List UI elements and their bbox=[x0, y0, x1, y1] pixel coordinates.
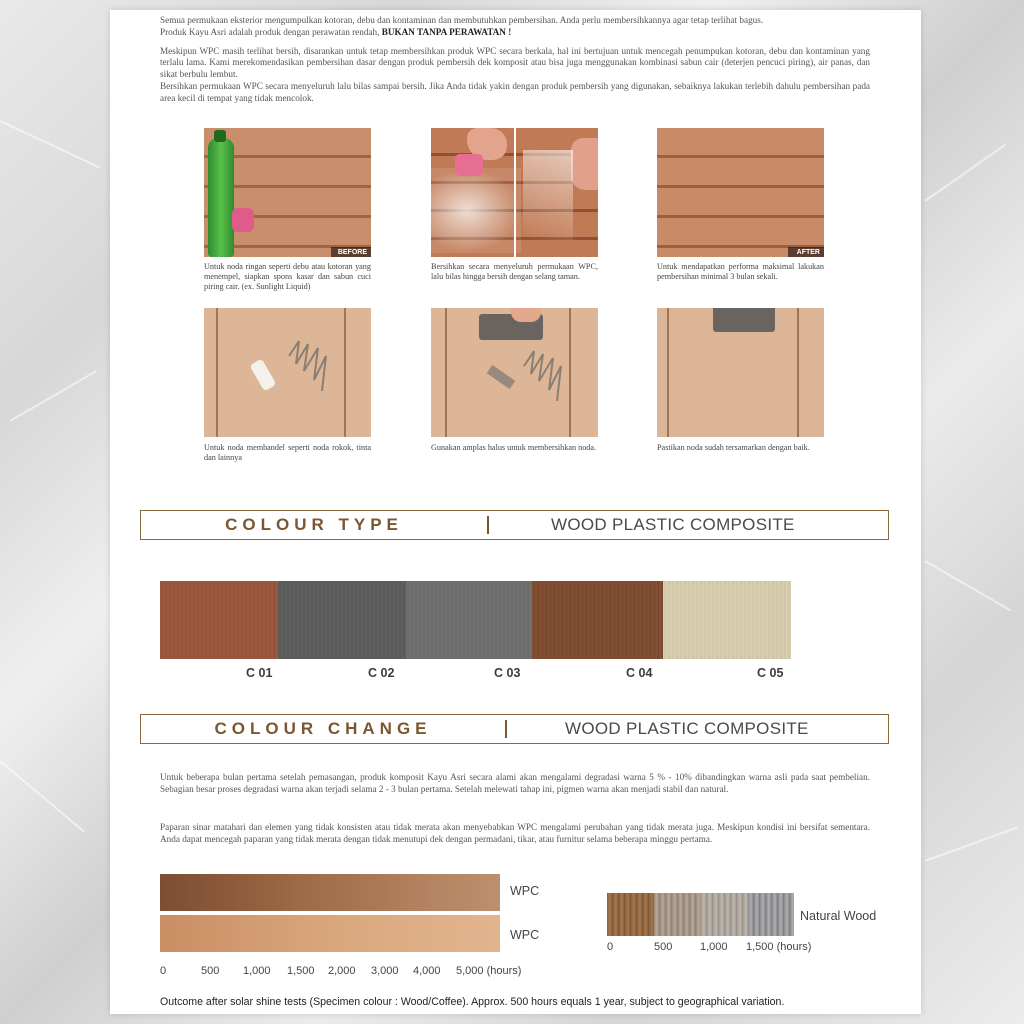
paper-crease bbox=[925, 560, 1012, 611]
solar-test-footnote: Outcome after solar shine tests (Specimen colour : Wood/Coffee). Approx. 500 hours equals 1 year, subject to geographical variation. bbox=[160, 996, 785, 1008]
wpc-label: WPC bbox=[510, 884, 540, 898]
colour-change-title: COLOUR CHANGE bbox=[214, 719, 432, 738]
swatch-label: C 03 bbox=[494, 666, 521, 680]
paper-crease bbox=[0, 760, 85, 832]
swatch-label: C 01 bbox=[246, 666, 273, 680]
paper-crease bbox=[0, 120, 100, 168]
colour-type-subtitle: WOOD PLASTIC COMPOSITE bbox=[551, 515, 795, 534]
foam-patch bbox=[431, 168, 521, 253]
no-maintenance-warning: BUKAN TANPA PERAWATAN ! bbox=[381, 26, 512, 37]
sponge-image bbox=[455, 154, 483, 176]
banner-divider bbox=[505, 720, 507, 738]
wpc-tick: 1,000 bbox=[243, 965, 271, 977]
swatch-label: C 02 bbox=[368, 666, 395, 680]
step-caption: Pastikan noda sudah tersamarkan dengan baik. bbox=[657, 443, 810, 452]
step-caption: Untuk noda membandel seperti noda rokok, tinta dan lainnya bbox=[204, 443, 371, 463]
step-caption: Gunakan amplas halus untuk membersihkan noda. bbox=[431, 443, 597, 452]
intro-paragraph-2: Meskipun WPC masih terlihat bersih, disarankan untuk tetap membersihkan produk WPC secara berkala, hal ini bertujuan untuk mencegah penumpukan kotoran, debu dan kontaminan yang terlalu lama. Kami merekomendasikan pembersihan dasar dengan produk pembersih dek komposit atau bisa juga menggunakan kombinasi sabun cair (deterjen pencuci piring), air panas, dan sikat berbulu lembut. bbox=[160, 45, 870, 80]
step-caption: Untuk noda ringan seperti debu atau kotoran yang menempel, siapkan spons kasar dan sabun cuci piring cair. (ex. Sunlight Liquid) bbox=[204, 262, 371, 292]
step-photo-before bbox=[204, 128, 371, 257]
colour-type-title: COLOUR TYPE bbox=[225, 515, 403, 534]
wpc-tick: 500 bbox=[201, 965, 220, 977]
intro-paragraph-1: Semua permukaan eksterior mengumpulkan kotoran, debu dan kontaminan dan membutuhkan pembersihan. Anda perlu membersihkannya agar tetap terlihat bagus. Produk Kayu Asri adalah produk dengan perawatan rendah, BUKAN TANPA PERAWATAN ! bbox=[160, 15, 764, 37]
natural-wood-tick: 500 bbox=[654, 941, 673, 953]
colour-swatch-c04 bbox=[532, 581, 663, 659]
step-caption: Untuk mendapatkan performa maksimal lakukan pembersihan minimal 3 bulan sekali. bbox=[657, 262, 824, 282]
natural-wood-tick: 0 bbox=[607, 941, 614, 953]
natural-wood-tick: 1,500 (hours) bbox=[746, 941, 812, 953]
paper-crease bbox=[924, 143, 1006, 201]
step-caption: Bersihkan secara menyeluruh permukaan WPC, lalu bilas hingga bersih dengan selang taman. bbox=[431, 262, 598, 282]
after-tag: AFTER bbox=[796, 249, 820, 256]
natural-wood-sample-1000 bbox=[701, 893, 748, 936]
hand-image bbox=[511, 308, 541, 322]
intro-text bbox=[160, 15, 870, 112]
wpc-tick: 0 bbox=[160, 965, 167, 977]
step-photo-stain bbox=[204, 308, 371, 437]
ink-scribble bbox=[284, 336, 334, 396]
sandpaper-block bbox=[713, 308, 775, 332]
wpc-tick: 4,000 bbox=[413, 965, 441, 977]
document-page bbox=[110, 10, 921, 1014]
hand-image bbox=[571, 138, 598, 190]
colour-swatch-c05 bbox=[663, 581, 791, 659]
colour-change-paragraph-1: Untuk beberapa bulan pertama setelah pemasangan, produk komposit Kayu Asri secara alami akan mengalami degradasi warna 5 % - 10% dibandingkan warna asli pada saat pembelian. Sebagian besar proses degradasi warna akan terjadi selama 2 - 3 bulan pertama. Setelah melewati tahap ini, pigmen warna akan menjadi stabil dan natural. bbox=[160, 772, 870, 794]
wpc-colour-bar-wood bbox=[160, 915, 500, 952]
chalk-image bbox=[249, 359, 276, 392]
natural-wood-tick: 1,000 bbox=[700, 941, 728, 953]
wpc-colour-bar-coffee bbox=[160, 874, 500, 911]
natural-wood-sample-0 bbox=[607, 893, 654, 936]
step-photo-after bbox=[657, 128, 824, 257]
paper-crease bbox=[925, 826, 1019, 862]
soap-bottle-image bbox=[208, 138, 234, 257]
wpc-tick: 3,000 bbox=[371, 965, 399, 977]
natural-wood-sample-1500 bbox=[748, 893, 794, 936]
paper-crease bbox=[10, 370, 98, 422]
wpc-tick: 1,500 bbox=[287, 965, 315, 977]
colour-change-paragraph-2: Paparan sinar matahari dan elemen yang tidak konsisten atau tidak merata akan menyebabkan WPC mengalami perubahan yang tidak merata juga. Meskipun kondisi ini bersifat sementara. Anda dapat mencegah paparan yang tidak merata dengan tidak menutupi dek dengan permadani, tikar, atau furnitur selama beberapa minggu pertama. bbox=[160, 822, 870, 844]
water-spray bbox=[523, 150, 573, 240]
natural-wood-label: Natural Wood bbox=[800, 909, 877, 923]
colour-swatch-c01 bbox=[160, 581, 278, 659]
intro-paragraph-3: Bersihkan permukaan WPC secara menyeluruh lalu bilas sampai bersih. Jika Anda tidak yakin dengan produk pembersih yang digunakan, sebaiknya lakukan terlebih dahulu pembersihan pada area kecil di tempat yang tidak mencolok. bbox=[160, 80, 870, 103]
colour-change-banner bbox=[140, 714, 889, 744]
natural-wood-sample-500 bbox=[654, 893, 701, 936]
sponge-image bbox=[232, 208, 254, 232]
ink-scribble bbox=[519, 346, 569, 406]
colour-swatch-c02 bbox=[278, 581, 406, 659]
swatch-label: C 05 bbox=[757, 666, 784, 680]
step-photo-sanding bbox=[431, 308, 598, 437]
step-photo-result bbox=[657, 308, 824, 437]
colour-type-banner bbox=[140, 510, 889, 540]
before-tag: BEFORE bbox=[337, 249, 367, 256]
swatch-label: C 04 bbox=[626, 666, 653, 680]
wpc-tick: 2,000 bbox=[328, 965, 356, 977]
step-photo-cleaning bbox=[431, 128, 598, 257]
wpc-label: WPC bbox=[510, 928, 540, 942]
colour-change-subtitle: WOOD PLASTIC COMPOSITE bbox=[565, 719, 809, 738]
wpc-tick: 5,000 (hours) bbox=[456, 965, 522, 977]
stain-mark bbox=[487, 365, 516, 389]
banner-divider bbox=[487, 516, 489, 534]
colour-swatch-c03 bbox=[406, 581, 532, 659]
